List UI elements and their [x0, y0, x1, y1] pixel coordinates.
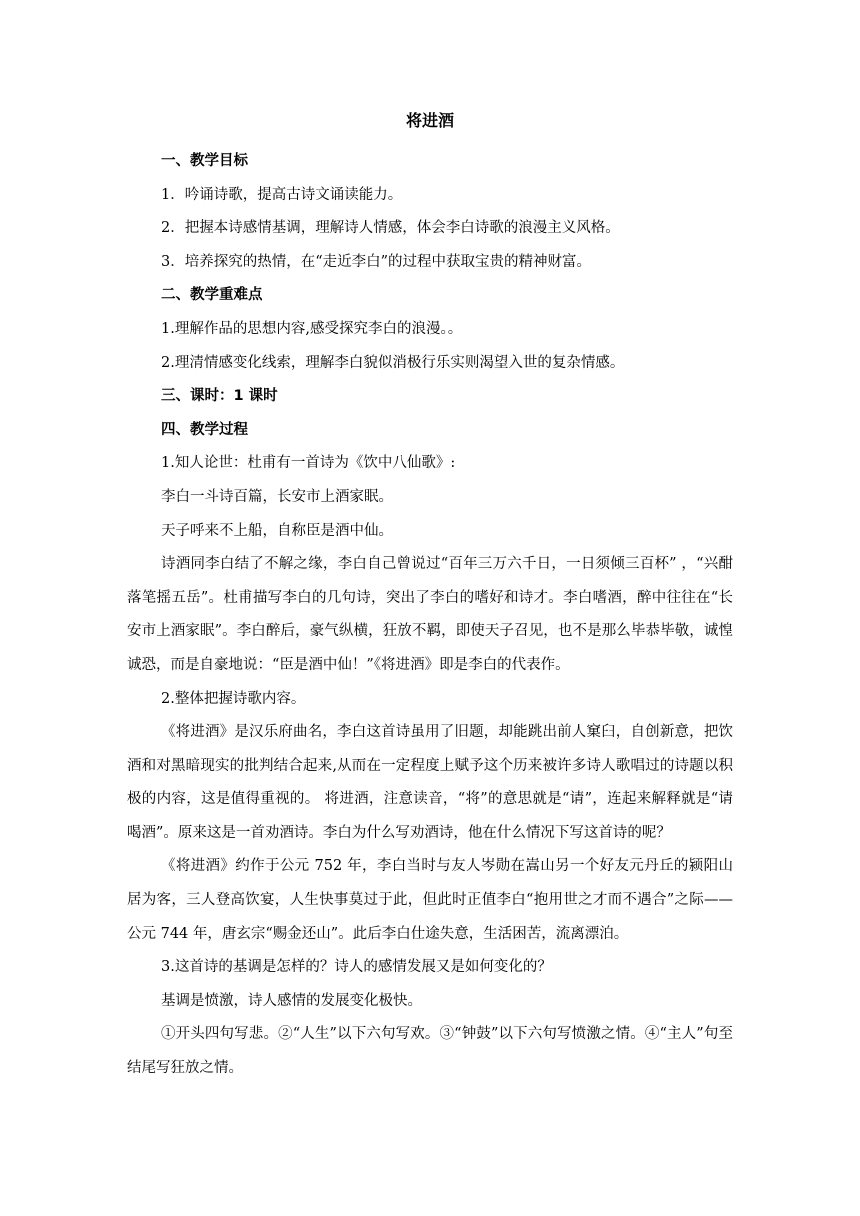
paragraph: 基调是愤激，诗人感情的发展变化极快。: [161, 992, 422, 1009]
paragraph: 2.整体把握诗歌内容。: [161, 690, 306, 707]
section-items: [127, 179, 733, 280]
paragraph: 1.理解作品的思想内容,感受探究李白的浪漫。。: [161, 320, 463, 337]
document-title: 将进酒: [405, 111, 454, 130]
paragraph: 1.知人论世：杜甫有一首诗为《饮中八仙歌》:: [161, 455, 456, 472]
section-heading: 三、课时：1 课时: [161, 388, 278, 405]
poem-line: 天子呼来不上船，自称臣是酒中仙。: [161, 522, 393, 539]
section-heading: 一、教学目标: [161, 153, 248, 169]
paragraph: ①开头四句写悲。②“人生”以下六句写欢。③“钟鼓”以下六句写愤激之情。④“主人”句至结尾写狂放之情。: [127, 1026, 733, 1077]
paragraph: 2．把握本诗感情基调，理解诗人情感，体会李白诗歌的浪漫主义风格。: [161, 220, 620, 237]
section-goals: [127, 145, 733, 279]
section-items: [127, 447, 733, 1085]
paragraph: 3.这首诗的基调是怎样的？诗人的感情发展又是如何变化的？: [161, 959, 552, 976]
paragraph: 2.理清情感变化线索，理解李白貌似消极行乐实则渴望入世的复杂情感。: [161, 354, 625, 371]
section-heading: 四、教学过程: [161, 421, 248, 438]
section-heading: 二、教学重难点: [161, 287, 263, 304]
paragraph: 《将进酒》是汉乐府曲名，李白这首诗虽用了旧题，却能跳出前人窠臼，自创新意，把饮酒和对黑暗现实的批判结合起来,从而在一定程度上赋予这个历来被许多诗人歌唱过的诗题以积极的内容，这是值得重视的。 将进酒，注意读音，“将”的意思就是“请”，连起来解释就是“请喝酒”。原来这是一首劝酒诗。李白为什么写劝酒诗，他在什么情况下写这首诗的呢？: [127, 724, 733, 841]
paragraph: 诗酒同李白结了不解之缘，李白自己曾说过“百年三万六千日，一日须倾三百杯” ，“兴酣落笔摇五岳”。杜甫描写李白的几句诗，突出了李白的嗜好和诗才。李白嗜酒，醉中往往在“长安市上酒家眠”。李白醉后，豪气纵横，狂放不羁，即使天子召见，也不是那么毕恭毕敬，诚惶诚恐，而是自豪地说：“臣是酒中仙！”《将进酒》即是李白的代表作。: [127, 556, 733, 673]
section-teaching-process: [127, 414, 733, 1086]
paragraph: 3．培养探究的热情，在“走近李白”的过程中获取宝贵的精神财富。: [161, 253, 592, 270]
poem-line: 李白一斗诗百篇，长安市上酒家眠。: [161, 488, 393, 505]
section-key-points: [127, 279, 733, 380]
section-class-hours: [127, 380, 733, 414]
document-body: [127, 111, 733, 1086]
paragraph: 《将进酒》约作于公元 752 年，李白当时与友人岑勋在嵩山另一个好友元丹丘的颍阳山居为客，三人登高饮宴，人生快事莫过于此，但此时正值李白“抱用世之才而不遇合”之际——公元 744 年，唐玄宗“赐金还山”。此后李白仕途失意，生活困苦，流离漂泊。: [127, 858, 733, 942]
paragraph: 1．吟诵诗歌，提高古诗文诵读能力。: [161, 186, 403, 203]
section-items: [127, 313, 733, 380]
